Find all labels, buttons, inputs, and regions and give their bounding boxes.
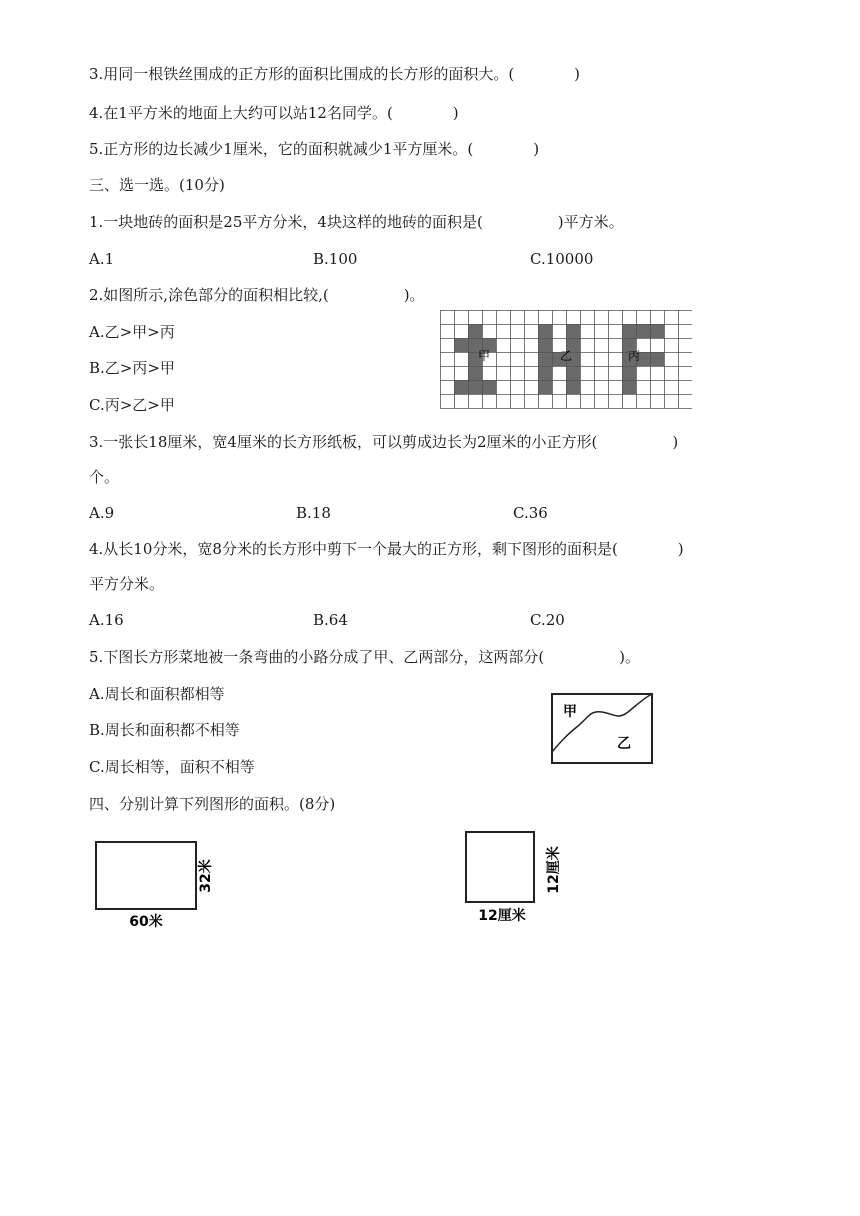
shaded-cell <box>538 352 552 366</box>
q5-option-b: B.周长和面积都不相等 <box>89 721 240 739</box>
rectangle-figure <box>90 836 230 932</box>
choice-question-1: 1.一块地砖的面积是25平方分米，4块这样的地砖的面积是( )平方米。 <box>89 213 624 231</box>
shaded-cell <box>622 324 636 338</box>
q2-option-c: C.丙>乙>甲 <box>89 396 175 414</box>
q1-option-c: C.10000 <box>530 250 594 268</box>
rect-width-label: 60米 <box>129 914 163 930</box>
shaded-cell <box>566 324 580 338</box>
q5-option-a: A.周长和面积都相等 <box>89 685 225 703</box>
q4-option-a: A.16 <box>89 611 124 629</box>
shaded-cell <box>454 380 468 394</box>
q4-option-b: B.64 <box>313 611 348 629</box>
shape-label-bing: 丙 <box>627 349 641 363</box>
choice-question-4-cont: 平方分米。 <box>89 575 165 593</box>
shaded-cell <box>636 324 650 338</box>
shaded-cell <box>468 324 482 338</box>
q3-option-b: B.18 <box>296 504 331 522</box>
shape-label-jia: 甲 <box>477 349 491 363</box>
shaded-cell <box>650 324 664 338</box>
q2-option-a: A.乙>甲>丙 <box>89 323 175 341</box>
judge-question-5: 5.正方形的边长减少1厘米，它的面积就减少1平方厘米。( ) <box>89 140 540 158</box>
section-4-title: 四、分别计算下列图形的面积。(8分) <box>89 795 336 813</box>
q2-option-b: B.乙>丙>甲 <box>89 359 175 377</box>
square-figure <box>460 828 570 932</box>
q3-option-a: A.9 <box>89 504 115 522</box>
shaded-cell <box>538 366 552 380</box>
plot-label-jia: 甲 <box>563 704 577 720</box>
section-3-title: 三、选一选。(10分) <box>89 176 225 194</box>
q1-option-b: B.100 <box>313 250 358 268</box>
rect-height-label: 32米 <box>198 859 214 893</box>
grid-shapes-figure <box>440 310 692 414</box>
shaded-cell <box>622 380 636 394</box>
shaded-cell <box>454 338 468 352</box>
judge-question-3: 3.用同一根铁丝围成的正方形的面积比围成的长方形的面积大。( ) <box>89 65 581 83</box>
shaded-cell <box>538 324 552 338</box>
choice-question-2: 2.如图所示,涂色部分的面积相比较,( )。 <box>89 286 425 304</box>
shaded-cell <box>468 380 482 394</box>
choice-question-4: 4.从长10分米，宽8分米的长方形中剪下一个最大的正方形，剩下图形的面积是( ) <box>89 540 684 558</box>
choice-question-3-cont: 个。 <box>89 468 120 486</box>
q5-option-c: C.周长相等，面积不相等 <box>89 758 255 776</box>
shaded-cell <box>468 366 482 380</box>
choice-question-3: 3.一张长18厘米，宽4厘米的长方形纸板，可以剪成边长为2厘米的小正方形( ) <box>89 433 679 451</box>
square-side-label: 12厘米 <box>478 908 526 924</box>
shaded-cell <box>622 366 636 380</box>
q1-option-a: A.1 <box>89 250 115 268</box>
shaded-cell <box>482 380 496 394</box>
vegetable-plot-figure <box>548 690 658 768</box>
plot-label-yi: 乙 <box>617 736 631 752</box>
judge-question-4: 4.在1平方米的地面上大约可以站12名同学。( ) <box>89 104 459 122</box>
shaded-cell <box>538 380 552 394</box>
square-height-label: 12厘米 <box>546 846 562 894</box>
shaded-cell <box>650 352 664 366</box>
shape-label-yi: 乙 <box>559 349 573 363</box>
shaded-cell <box>538 338 552 352</box>
shaded-cell <box>566 366 580 380</box>
q4-option-c: C.20 <box>530 611 565 629</box>
q3-option-c: C.36 <box>513 504 548 522</box>
choice-question-5: 5.下图长方形菜地被一条弯曲的小路分成了甲、乙两部分，这两部分( )。 <box>89 648 641 666</box>
shaded-cell <box>566 380 580 394</box>
